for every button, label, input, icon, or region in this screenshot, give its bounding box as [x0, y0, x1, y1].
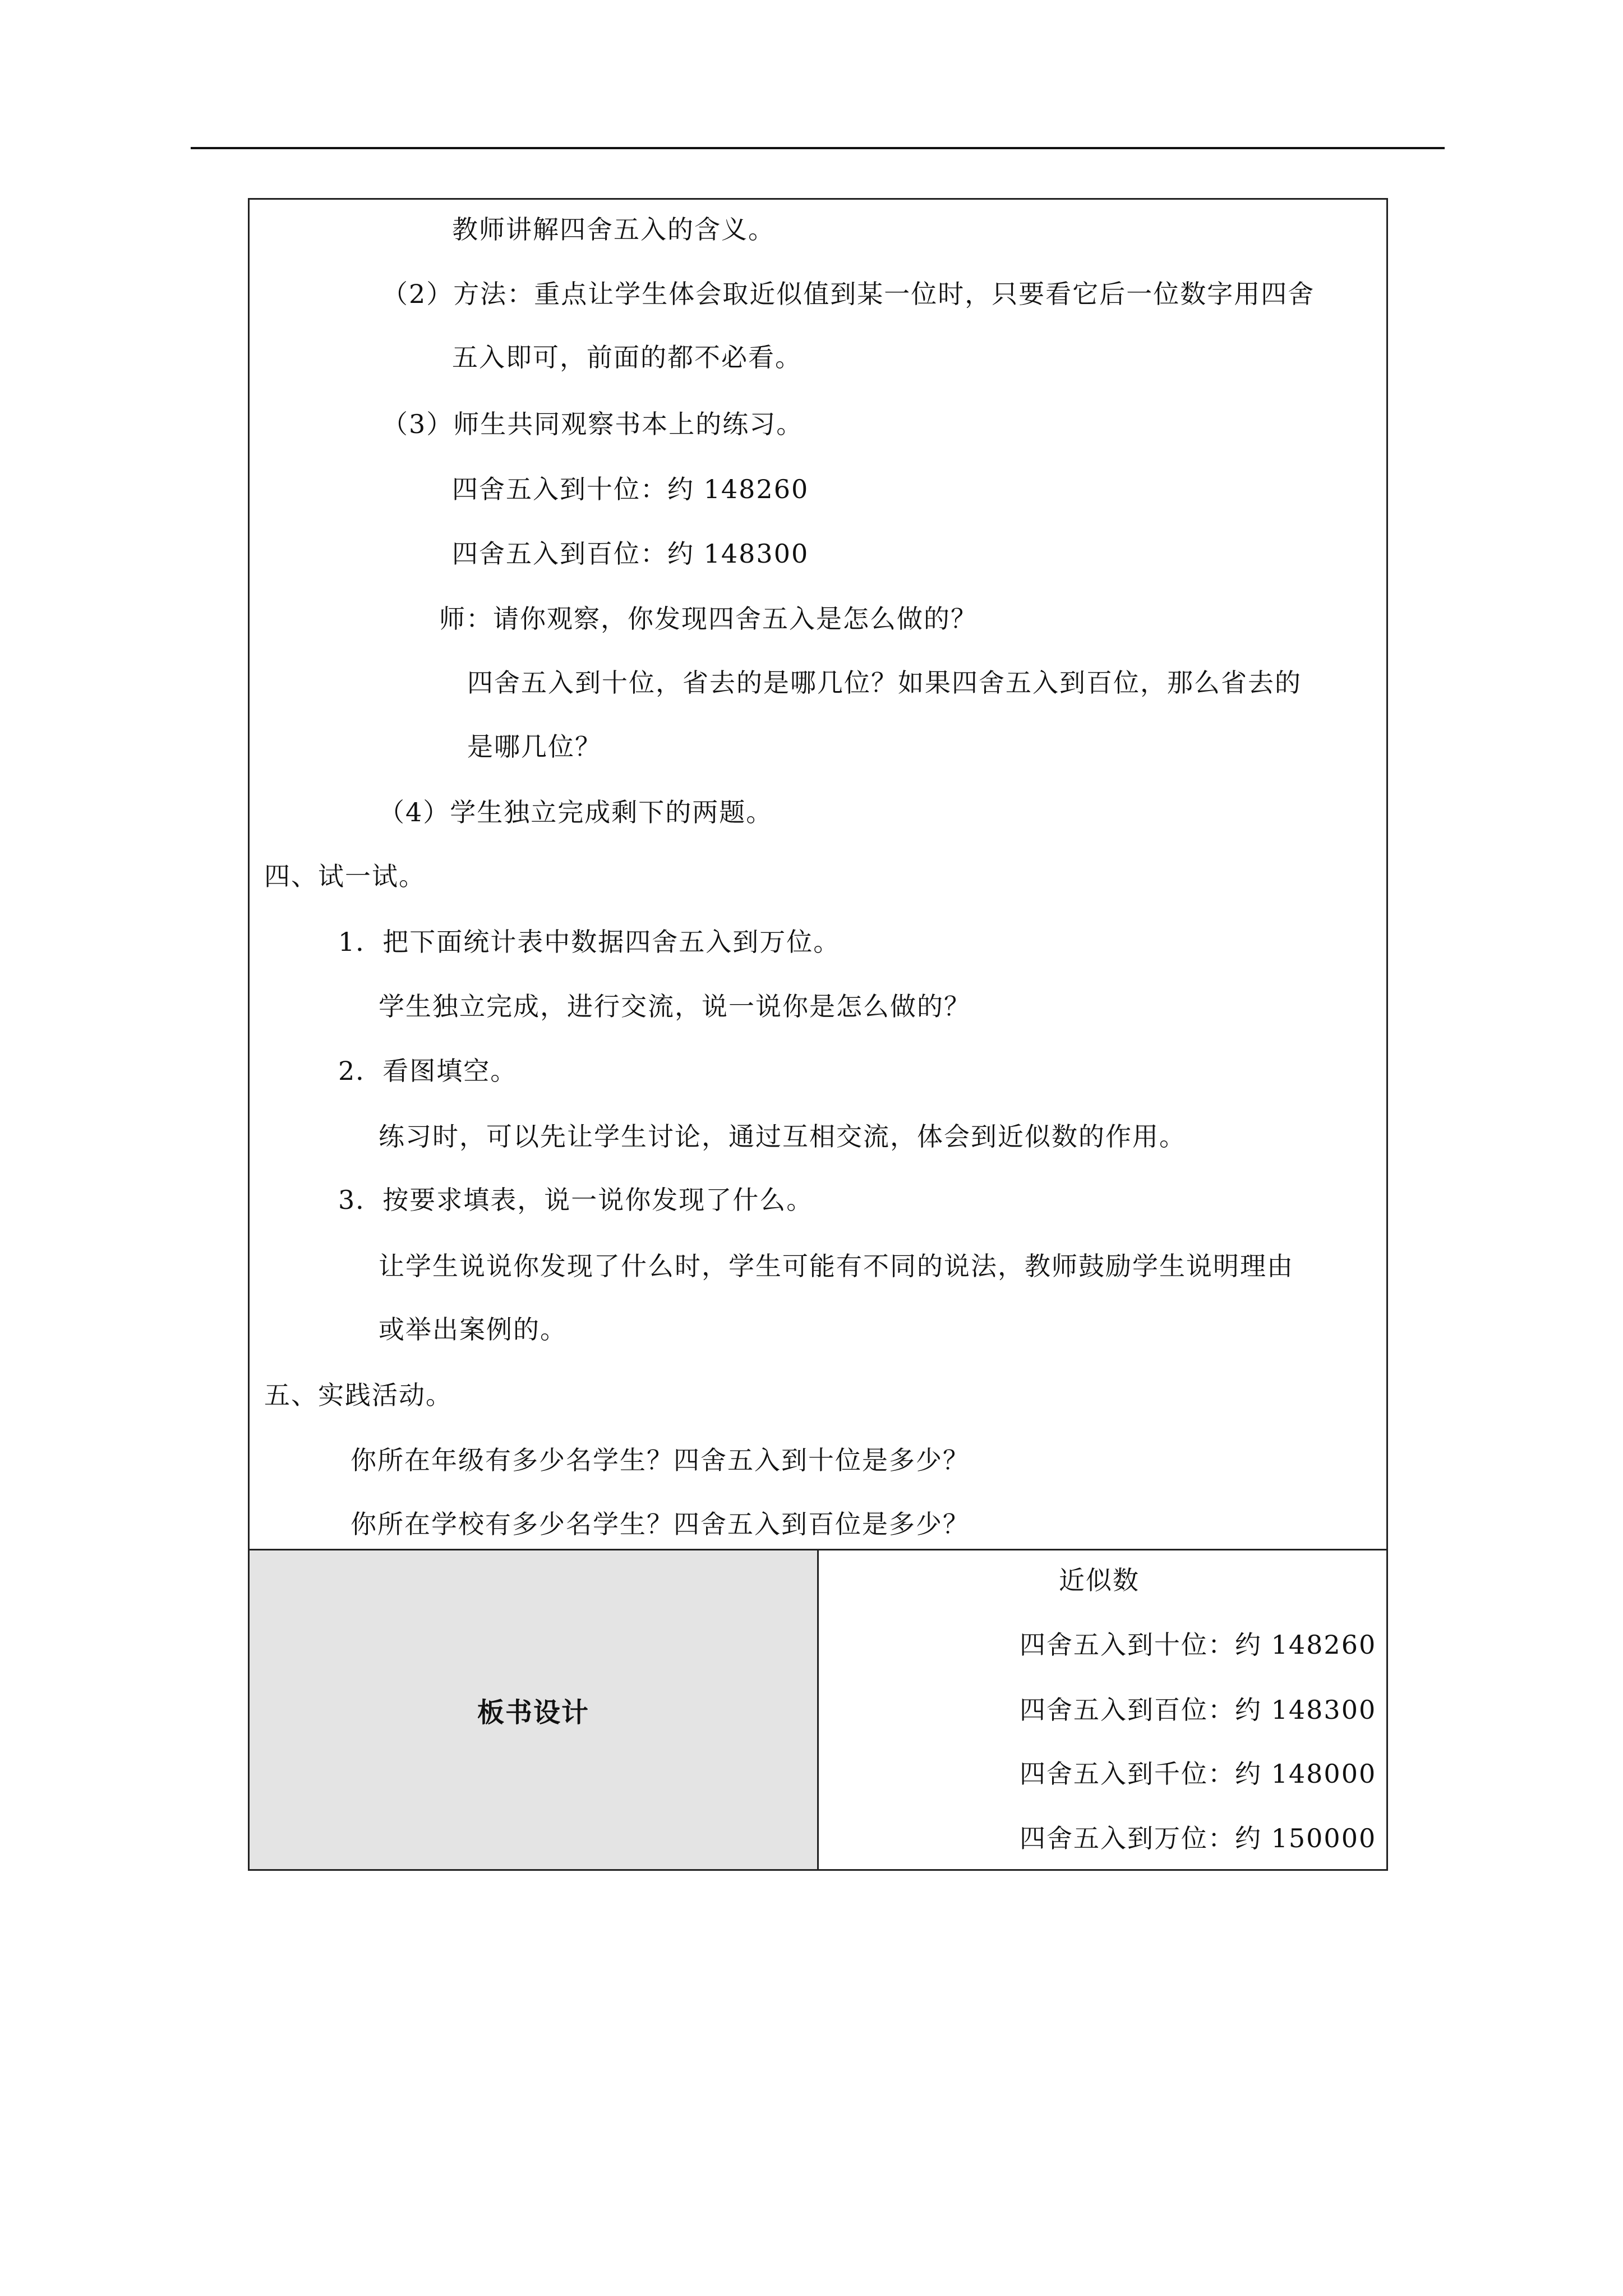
text-line: 师：请你观察，你发现四舍五入是怎么做的？ [439, 604, 978, 634]
section-heading: 五、实践活动。 [264, 1380, 453, 1410]
text-line: 四舍五入到百位：约 148300 [452, 539, 809, 569]
header-rule [191, 147, 1445, 149]
text-line: 练习时，可以先让学生讨论，通过互相交流，体会到近似数的作用。 [379, 1121, 1186, 1152]
text-line: 学生独立完成，进行交流，说一说你是怎么做的？ [379, 991, 971, 1022]
board-item: 四舍五入到百位：约 148300 [1020, 1695, 1377, 1725]
text-line: 四舍五入到十位，省去的是哪几位？如果四舍五入到百位，那么省去的 [467, 668, 1302, 698]
board-label-cell [249, 1550, 818, 1870]
board-cell [818, 1550, 1387, 1870]
content-cell [249, 199, 1387, 1550]
board-row [249, 1550, 1387, 1870]
text-line: 3．按要求填表，说一说你发现了什么。 [338, 1185, 814, 1215]
text-line: 或举出案例的。 [379, 1314, 567, 1345]
text-line: 四舍五入到十位：约 148260 [452, 474, 809, 504]
text-line: 2．看图填空。 [338, 1056, 518, 1086]
text-line: （3）师生共同观察书本上的练习。 [382, 409, 804, 439]
text-line: 让学生说说你发现了什么时，学生可能有不同的说法，教师鼓励学生说明理由 [379, 1251, 1294, 1281]
text-line: 1．把下面统计表中数据四舍五入到万位。 [338, 927, 841, 957]
content-row [249, 199, 1387, 1550]
text-line: （2）方法：重点让学生体会取近似值到某一位时，只要看它后一位数字用四舍 [382, 279, 1315, 309]
board-item: 四舍五入到万位：约 150000 [1020, 1823, 1377, 1853]
section-heading: 四、试一试。 [264, 861, 426, 891]
board-item: 四舍五入到千位：约 148000 [1020, 1759, 1377, 1789]
text-line: 教师讲解四舍五入的含义。 [452, 214, 775, 245]
board-item: 四舍五入到十位：约 148260 [1020, 1630, 1377, 1660]
text-line: 五入即可，前面的都不必看。 [452, 342, 802, 372]
text-line: （4）学生独立完成剩下的两题。 [379, 797, 773, 827]
board-label: 板书设计 [477, 1696, 589, 1728]
text-line: 是哪几位？ [467, 731, 602, 762]
text-line: 你所在学校有多少名学生？四舍五入到百位是多少？ [351, 1509, 970, 1539]
text-line: 你所在年级有多少名学生？四舍五入到十位是多少？ [351, 1445, 970, 1475]
lesson-plan-table [248, 198, 1388, 1871]
board-title: 近似数 [1059, 1565, 1140, 1595]
